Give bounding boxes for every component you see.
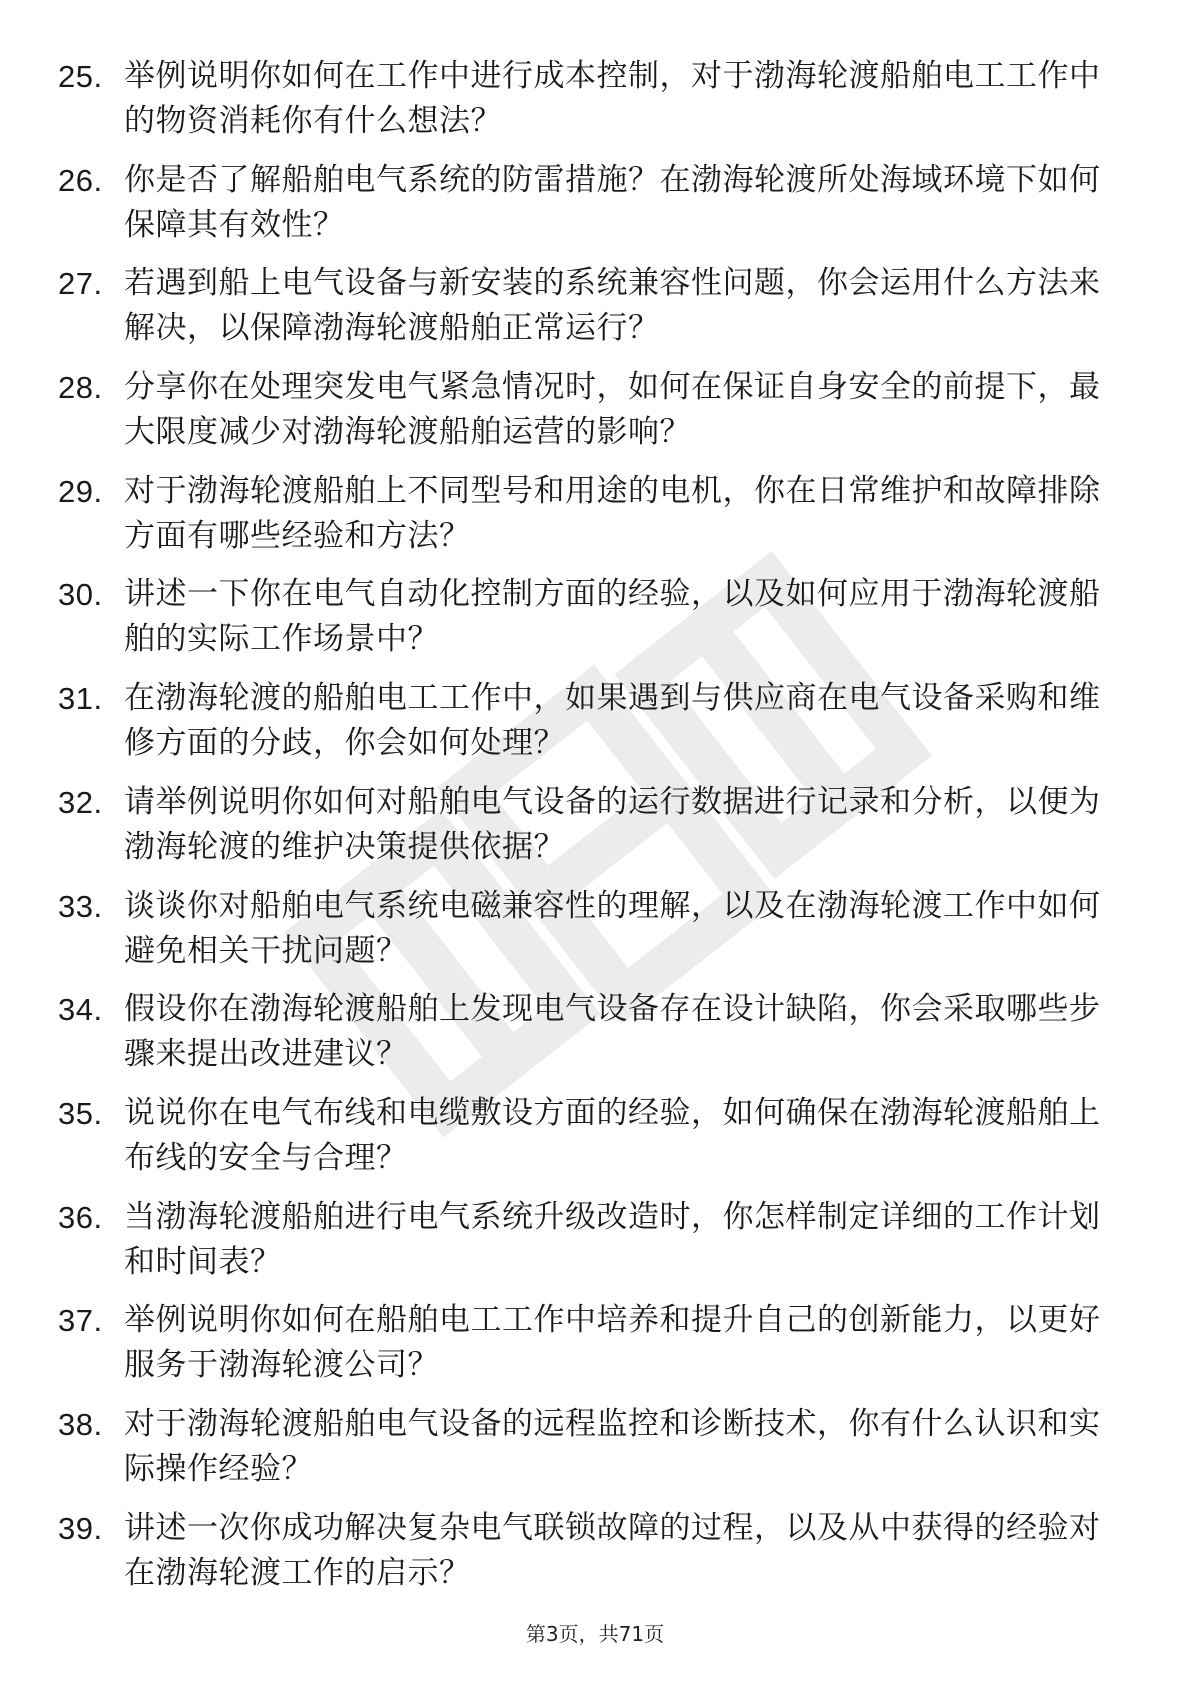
question-text: 分享你在处理突发电气紧急情况时，如何在保证自身安全的前提下，最大限度减少对渤海轮渡船舶运营的影响？ xyxy=(124,369,1101,451)
question-text: 在渤海轮渡的船舶电工工作中，如果遇到与供应商在电气设备采购和维修方面的分歧，你会如何处理？ xyxy=(124,680,1101,762)
question-list xyxy=(58,54,1118,1609)
question-item xyxy=(58,572,1118,676)
question-number: 39. xyxy=(58,1510,103,1546)
question-item xyxy=(58,469,1118,573)
question-number: 32. xyxy=(58,784,103,820)
question-item xyxy=(58,1195,1118,1299)
question-item xyxy=(58,158,1118,262)
question-text: 你是否了解船舶电气系统的防雷措施？在渤海轮渡所处海域环境下如何保障其有效性？ xyxy=(124,161,1101,243)
question-text: 举例说明你如何在工作中进行成本控制，对于渤海轮渡船舶电工工作中的物资消耗你有什么想法？ xyxy=(124,58,1101,139)
question-text: 假设你在渤海轮渡船舶上发现电气设备存在设计缺陷，你会采取哪些步骤来提出改进建议？ xyxy=(124,991,1101,1073)
question-number: 30. xyxy=(58,577,103,613)
question-text: 讲述一次你成功解决复杂电气联锁故障的过程，以及从中获得的经验对在渤海轮渡工作的启示？ xyxy=(124,1509,1101,1591)
question-text: 对于渤海轮渡船舶电气设备的远程监控和诊断技术，你有什么认识和实际操作经验？ xyxy=(124,1405,1101,1487)
question-number: 34. xyxy=(58,992,103,1028)
question-item xyxy=(58,987,1118,1091)
question-text: 讲述一下你在电气自动化控制方面的经验，以及如何应用于渤海轮渡船舶的实际工作场景中？ xyxy=(124,576,1101,658)
question-number: 29. xyxy=(58,473,103,509)
question-item xyxy=(58,1091,1118,1195)
question-number: 27. xyxy=(58,266,103,302)
question-item xyxy=(58,780,1118,884)
question-number: 38. xyxy=(58,1406,103,1442)
question-text: 对于渤海轮渡船舶上不同型号和用途的电机，你在日常维护和故障排除方面有哪些经验和方法？ xyxy=(124,472,1101,554)
question-number: 35. xyxy=(58,1095,103,1131)
question-text: 请举例说明你如何对船舶电气设备的运行数据进行记录和分析，以便为渤海轮渡的维护决策提供依据？ xyxy=(124,783,1101,865)
question-item xyxy=(58,884,1118,988)
question-item xyxy=(58,1402,1118,1506)
question-number: 26. xyxy=(58,162,103,198)
question-text: 说说你在电气布线和电缆敷设方面的经验，如何确保在渤海轮渡船舶上布线的安全与合理？ xyxy=(124,1094,1101,1176)
question-text: 举例说明你如何在船舶电工工作中培养和提升自己的创新能力，以更好服务于渤海轮渡公司？ xyxy=(124,1302,1101,1384)
question-number: 33. xyxy=(58,888,103,924)
question-item xyxy=(58,54,1118,158)
question-item xyxy=(58,676,1118,780)
question-text: 当渤海轮渡船舶进行电气系统升级改造时，你怎样制定详细的工作计划和时间表？ xyxy=(124,1198,1101,1280)
question-item xyxy=(58,365,1118,469)
question-text: 谈谈你对船舶电气系统电磁兼容性的理解，以及在渤海轮渡工作中如何避免相关干扰问题？ xyxy=(124,887,1101,969)
question-item xyxy=(58,261,1118,365)
question-number: 31. xyxy=(58,681,103,717)
page-footer: 第3页，共71页 xyxy=(525,1622,665,1646)
question-item xyxy=(58,1506,1118,1610)
question-text: 若遇到船上电气设备与新安装的系统兼容性问题，你会运用什么方法来解决，以保障渤海轮渡船舶正常运行？ xyxy=(124,265,1101,347)
question-item xyxy=(58,1298,1118,1402)
question-number: 37. xyxy=(58,1303,103,1339)
question-number: 28. xyxy=(58,370,103,406)
question-number: 25. xyxy=(58,59,103,94)
question-number: 36. xyxy=(58,1199,103,1235)
